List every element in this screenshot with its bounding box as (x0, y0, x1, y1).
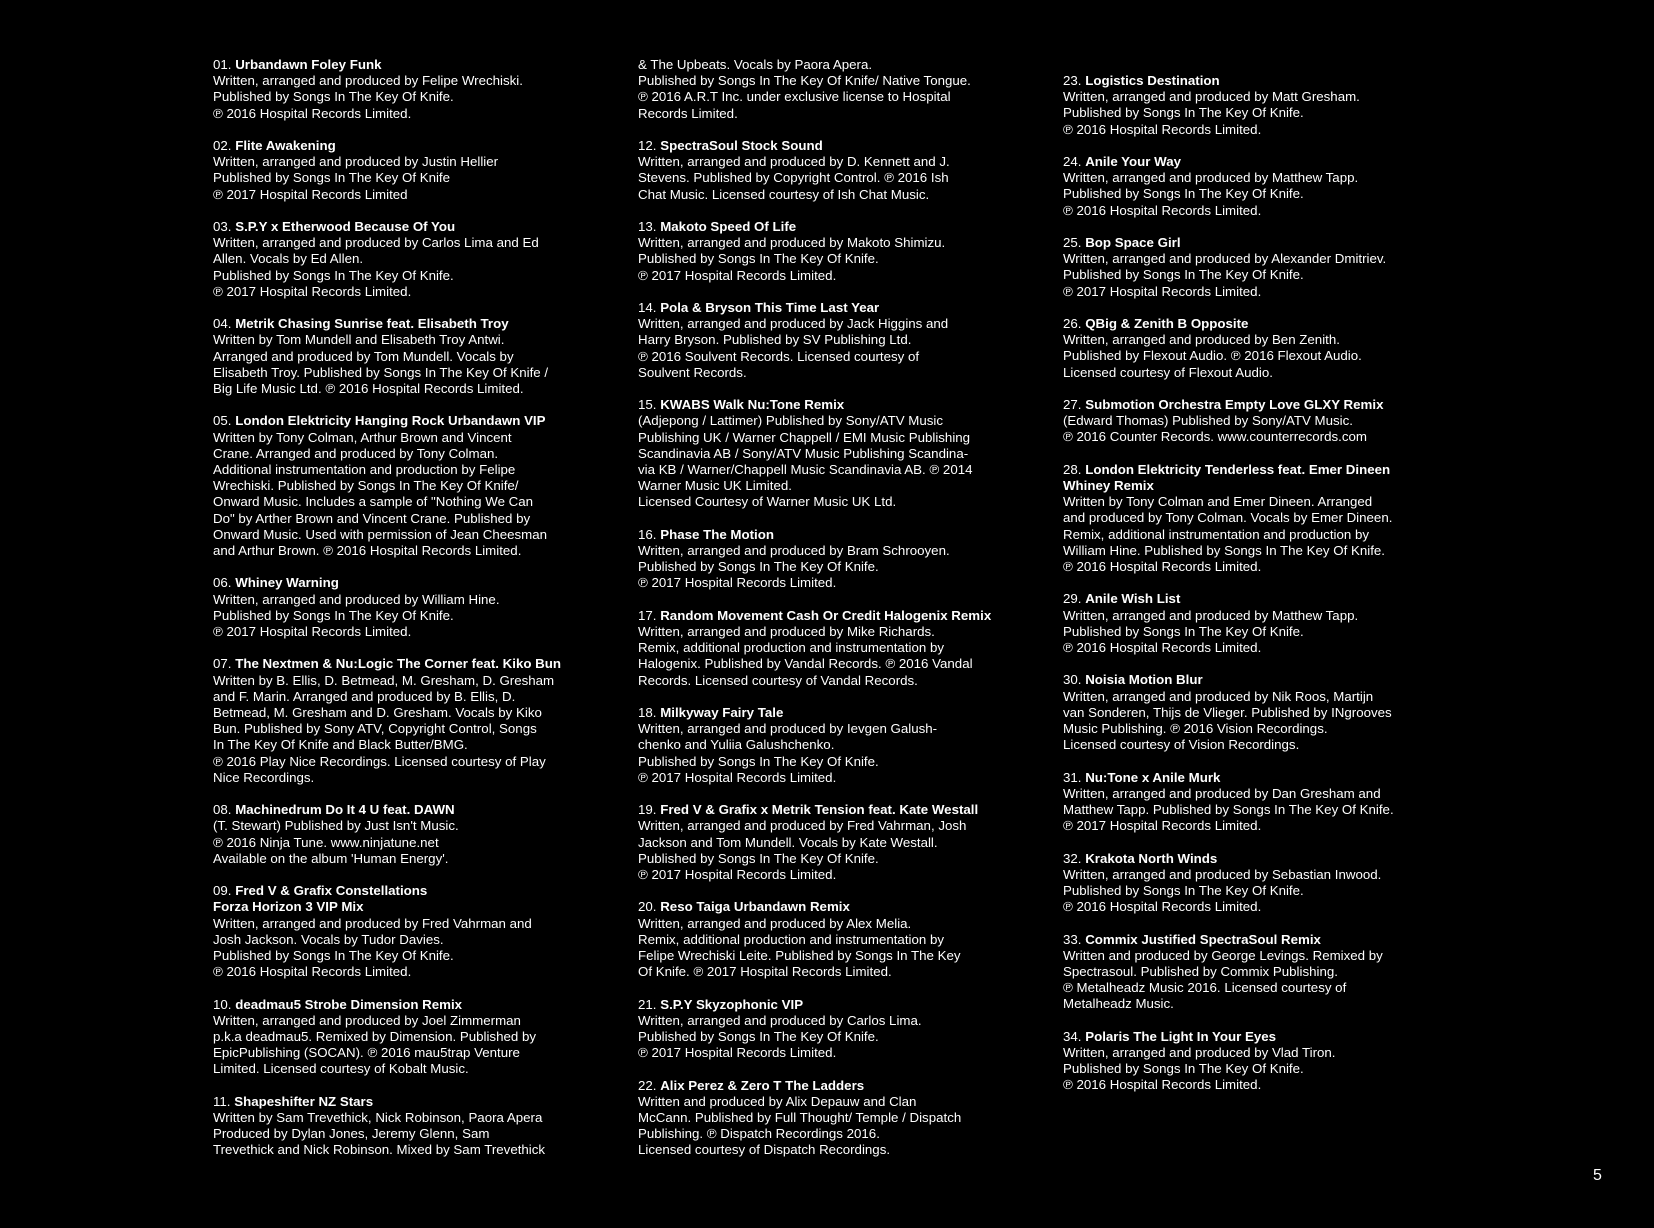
track-credits-text: Written, arranged and produced by Carlos Lima. Published by Songs In The Key Of Knife. ℗ 2017 Hospital Records Limited. (638, 1012, 922, 1061)
track-number: 16. (638, 526, 657, 542)
track-credit (638, 138, 1038, 203)
track-credit (213, 802, 613, 867)
track-number: 25. (1063, 235, 1082, 250)
track-credit (213, 316, 613, 397)
track-credit (638, 802, 1038, 883)
track-title (638, 300, 1038, 316)
track-credit (213, 57, 613, 122)
track-number: 34. (1063, 1028, 1082, 1044)
track-credits-text: Written, arranged and produced by Makoto Shimizu. Published by Songs In The Key Of Knife. ℗ 2017 Hospital Records Limited. (638, 235, 946, 283)
track-title (1063, 462, 1463, 494)
track-credit (638, 899, 1038, 980)
track-number: 11. (213, 1093, 231, 1109)
track-title (638, 138, 1038, 154)
track-credits-text: Written, arranged and produced by Ievgen Galush- chenko and Yuliia Galushchenko. Published by Songs In The Key Of Knife. ℗ 2017 Hospital Records Limited. (638, 721, 938, 785)
track-title (638, 899, 1038, 915)
track-credits-text: Written, arranged and produced by William Hine. Published by Songs In The Key Of Knife. ℗ 2017 Hospital Records Limited. (213, 591, 500, 640)
track-credit (638, 1078, 1038, 1159)
track-credit (1063, 316, 1463, 381)
track-credit (638, 57, 1038, 122)
track-artist-title: Logistics Destination (1085, 73, 1220, 88)
track-credits-text: Written, arranged and produced by Mike Richards. Remix, additional production and instrumentation by Halogenix. Published by Vandal Records. ℗ 2016 Vandal Records. Licensed courtesy of Vandal Records. (638, 624, 973, 688)
track-number: 05. (213, 413, 232, 429)
track-title (638, 608, 1038, 624)
track-title (213, 219, 613, 235)
track-credits-text: Written, arranged and produced by Justin Hellier Published by Songs In The Key Of Knife ℗ 2017 Hospital Records Limited (213, 154, 499, 202)
track-title (213, 57, 613, 73)
track-artist-title: Machinedrum Do It 4 U feat. DAWN (235, 802, 455, 818)
track-artist-title: Phase The Motion (660, 526, 774, 542)
track-artist-title: Shapeshifter NZ Stars (234, 1093, 374, 1109)
track-artist-title: Flite Awakening (235, 138, 336, 153)
track-artist-title: Polaris The Light In Your Eyes (1085, 1028, 1277, 1044)
track-credits-text: Written, arranged and produced by Jack Higgins and Harry Bryson. Published by SV Publishing Ltd. ℗ 2016 Soulvent Records. Licensed courtesy of Soulvent Records. (638, 316, 949, 380)
track-artist-title: Fred V & Grafix x Metrik Tension feat. Kate Westall (660, 802, 979, 818)
track-title (638, 802, 1038, 818)
track-number: 22. (638, 1077, 657, 1093)
track-credits-text: Written, arranged and produced by Carlos Lima and Ed Allen. Vocals by Ed Allen. Published by Songs In The Key Of Knife. ℗ 2017 Hospital Records Limited. (213, 235, 539, 299)
track-number: 29. (1063, 591, 1082, 607)
track-title (1063, 672, 1463, 688)
track-artist-title: Urbandawn Foley Funk (235, 57, 382, 72)
track-number: 33. (1063, 931, 1082, 947)
track-credits-text: Written, arranged and produced by D. Kennett and J. Stevens. Published by Copyright Control. ℗ 2016 Ish Chat Music. Licensed courtesy of Ish Chat Music. (638, 154, 950, 202)
track-number: 06. (213, 575, 232, 591)
track-artist-title: Alix Perez & Zero T The Ladders (660, 1077, 865, 1093)
track-artist-title: London Elektricity Hanging Rock Urbandawn VIP (235, 413, 546, 429)
track-title (213, 413, 613, 429)
track-number: 24. (1063, 154, 1082, 169)
page-number: 5 (1593, 1167, 1602, 1184)
track-number: 09. (213, 883, 232, 899)
track-number: 28. (1063, 461, 1082, 477)
track-title (213, 1094, 613, 1110)
track-number: 13. (638, 219, 657, 234)
track-number: 14. (638, 300, 657, 315)
track-title (1063, 154, 1463, 170)
track-credit (213, 219, 613, 300)
track-number: 10. (213, 996, 232, 1012)
track-artist-title: Metrik Chasing Sunrise feat. Elisabeth Troy (235, 316, 509, 332)
track-credits-text: Written by Sam Trevethick, Nick Robinson, Paora Apera Produced by Dylan Jones, Jeremy Glenn, Sam Trevethick and Nick Robinson. Mixed by Sam Trevethick (213, 1110, 546, 1158)
track-credit (638, 219, 1038, 284)
track-number: 04. (213, 316, 232, 332)
track-credits-text: Written and produced by Alix Depauw and Clan McCann. Published by Full Thought/ Temple / Dispatch Publishing. ℗ Dispatch Recordings 2016. Licensed courtesy of Dispatch Recordings. (638, 1093, 962, 1158)
track-credit (1063, 932, 1463, 1013)
track-artist-title: S.P.Y Skyzophonic VIP (660, 996, 804, 1012)
track-credits-text: Written, arranged and produced by Dan Gresham and Matthew Tapp. Published by Songs In The Key Of Knife. ℗ 2017 Hospital Records Limited. (1063, 785, 1394, 834)
track-title (638, 705, 1038, 721)
track-credits-text: Written, arranged and produced by Alexander Dmitriev. Published by Songs In The Key Of Knife. ℗ 2017 Hospital Records Limited. (1063, 251, 1387, 299)
track-number: 18. (638, 705, 657, 721)
track-title (1063, 932, 1463, 948)
track-credits-text: Written, arranged and produced by Matthew Tapp. Published by Songs In The Key Of Knife. ℗ 2016 Hospital Records Limited. (1063, 607, 1359, 656)
track-artist-title: Anile Wish List (1085, 591, 1181, 607)
track-credits-text: Written, arranged and produced by Sebastian Inwood. Published by Songs In The Key Of Knife. ℗ 2016 Hospital Records Limited. (1063, 866, 1382, 915)
track-credit (1063, 1029, 1463, 1094)
track-credits-text: Written by Tony Colman, Arthur Brown and Vincent Crane. Arranged and produced by Tony Colman. Additional instrumentation and production by Felipe Wrechiski. Published by Songs In The Key Of Knife/ Onward Music. Includes a sample of "Nothing We Can Do" by Arther Brown and Vincent Crane. Published by Onward Music. Used with permission of Jean Cheesman and Arthur Brown. ℗ 2016 Hospital Records Limited. (213, 429, 548, 559)
track-credits-text: Written, arranged and produced by Ben Zenith. Published by Flexout Audio. ℗ 2016 Flexout Audio. Licensed courtesy of Flexout Audio. (1063, 332, 1362, 380)
track-credit (1063, 462, 1463, 575)
credits-column-1 (213, 57, 613, 1175)
track-credit (213, 413, 613, 559)
track-credit (1063, 851, 1463, 916)
track-credit (213, 575, 613, 640)
track-artist-title: Nu:Tone x Anile Murk (1085, 769, 1221, 785)
track-credit (1063, 672, 1463, 753)
track-artist-title: Fred V & Grafix Constellations Forza Horizon 3 VIP Mix (213, 883, 428, 915)
track-credit (213, 1094, 613, 1159)
track-credit (1063, 591, 1463, 656)
track-title (638, 527, 1038, 543)
track-credits-text: Written by B. Ellis, D. Betmead, M. Gresham, D. Gresham and F. Marin. Arranged and produced by B. Ellis, D. Betmead, M. Gresham and D. Gresham. Vocals by Kiko Bun. Published by Sony ATV, Copyright Control, Songs In The Key Of Knife and Black Butter/BMG. ℗ 2016 Play Nice Recordings. Licensed courtesy of Play Nice Recordings. (213, 672, 555, 785)
track-credits-text: Written, arranged and produced by Nik Roos, Martijn van Sonderen, Thijs de Vlieger. Published by INgrooves Music Publishing. ℗ 2016 Vision Recordings. Licensed courtesy of Vision Recordings. (1063, 688, 1392, 753)
track-credits-text: Written and produced by George Levings. Remixed by Spectrasoul. Published by Commix Publishing. ℗ Metalheadz Music 2016. Licensed courtesy of Metalheadz Music. (1063, 947, 1383, 1012)
track-credits-text: Written by Tony Colman and Emer Dineen. Arranged and produced by Tony Colman. Vocals by Emer Dineen. Remix, additional instrumentation and production by William Hine. Published by Songs In The Key Of Knife. ℗ 2016 Hospital Records Limited. (1063, 494, 1393, 575)
track-title (1063, 73, 1463, 89)
track-artist-title: QBig & Zenith B Opposite (1085, 316, 1249, 331)
track-artist-title: Reso Taiga Urbandawn Remix (660, 899, 850, 915)
track-title (1063, 851, 1463, 867)
track-number: 32. (1063, 850, 1082, 866)
track-number: 08. (213, 802, 232, 818)
track-title (1063, 770, 1463, 786)
track-artist-title: Anile Your Way (1085, 154, 1182, 169)
track-credit (638, 608, 1038, 689)
track-credits-text: (T. Stewart) Published by Just Isn't Music. ℗ 2016 Ninja Tune. www.ninjatune.net Available on the album 'Human Energy'. (213, 818, 459, 866)
track-artist-title: London Elektricity Tenderless feat. Emer Dineen Whiney Remix (1063, 461, 1391, 493)
track-credit (213, 656, 613, 786)
track-title (213, 138, 613, 154)
track-number: 15. (638, 397, 657, 413)
track-credits-text: Written, arranged and produced by Bram Schrooyen. Published by Songs In The Key Of Knife. ℗ 2017 Hospital Records Limited. (638, 543, 950, 591)
track-credit (638, 527, 1038, 592)
track-number: 01. (213, 57, 232, 72)
track-number: 20. (638, 899, 657, 915)
track-title (638, 397, 1038, 413)
track-title (1063, 591, 1463, 607)
track-title (1063, 235, 1463, 251)
track-artist-title: The Nextmen & Nu:Logic The Corner feat. Kiko Bun (235, 656, 562, 672)
track-credit (1063, 154, 1463, 219)
track-artist-title: Noisia Motion Blur (1085, 672, 1203, 688)
track-title (1063, 1029, 1463, 1045)
track-title (638, 997, 1038, 1013)
track-artist-title: Bop Space Girl (1085, 235, 1181, 250)
track-artist-title: SpectraSoul Stock Sound (660, 138, 823, 153)
track-title (213, 997, 613, 1013)
track-artist-title: Random Movement Cash Or Credit Halogenix Remix (660, 607, 992, 623)
track-artist-title: Submotion Orchestra Empty Love GLXY Remix (1085, 397, 1384, 412)
track-number: 30. (1063, 672, 1082, 688)
track-number: 02. (213, 138, 232, 153)
track-credits-text: Written, arranged and produced by Fred Vahrman, Josh Jackson and Tom Mundell. Vocals by Kate Westall. Published by Songs In The Key Of Knife. ℗ 2017 Hospital Records Limited. (638, 818, 967, 883)
track-artist-title: Milkyway Fairy Tale (660, 705, 784, 721)
track-credits-text: Written by Tom Mundell and Elisabeth Troy Antwi. Arranged and produced by Tom Mundell. Vocals by Elisabeth Troy. Published by Songs In The Key Of Knife / Big Life Music Ltd. ℗ 2016 Hospital Records Limited. (213, 332, 549, 397)
track-artist-title: Commix Justified SpectraSoul Remix (1085, 931, 1321, 947)
track-artist-title: Makoto Speed Of Life (660, 219, 797, 234)
track-number: 17. (638, 607, 657, 623)
track-credit (1063, 73, 1463, 138)
track-credits-text: Written, arranged and produced by Joel Zimmerman p.k.a deadmau5. Remixed by Dimension. Published by EpicPublishing (SOCAN). ℗ 2016 mau5trap Venture Limited. Licensed courtesy of Kobalt Music. (213, 1012, 536, 1077)
track-number: 23. (1063, 73, 1082, 88)
track-title (213, 316, 613, 332)
track-number: 03. (213, 219, 232, 234)
track-credit (213, 138, 613, 203)
track-credit (213, 883, 613, 980)
track-number: 27. (1063, 397, 1082, 412)
track-title (1063, 397, 1463, 413)
track-credits-text: & The Upbeats. Vocals by Paora Apera. Published by Songs In The Key Of Knife/ Native Tongue. ℗ 2016 A.R.T Inc. under exclusive license to Hospital Records Limited. (638, 57, 971, 121)
track-title (638, 1078, 1038, 1094)
track-credits-text: Written, arranged and produced by Alex Melia. Remix, additional production and instrumentation by Felipe Wrechiski Leite. Published by Songs In The Key Of Knife. ℗ 2017 Hospital Records Limited. (638, 915, 961, 980)
credits-column-3 (1063, 73, 1463, 1110)
track-credits-text: Written, arranged and produced by Matthew Tapp. Published by Songs In The Key Of Knife. ℗ 2016 Hospital Records Limited. (1063, 170, 1359, 218)
track-credit (638, 397, 1038, 510)
track-title (213, 575, 613, 591)
track-credit (638, 705, 1038, 786)
track-credits-text: (Edward Thomas) Published by Sony/ATV Music. ℗ 2016 Counter Records. www.counterrecords.com (1063, 413, 1367, 445)
track-artist-title: KWABS Walk Nu:Tone Remix (660, 397, 845, 413)
track-number: 26. (1063, 316, 1082, 331)
track-artist-title: Krakota North Winds (1085, 850, 1218, 866)
track-credit (213, 997, 613, 1078)
track-credit (638, 300, 1038, 381)
track-credit (1063, 770, 1463, 835)
track-credits-text: Written, arranged and produced by Fred Vahrman and Josh Jackson. Vocals by Tudor Davies. Published by Songs In The Key Of Knife. ℗ 2016 Hospital Records Limited. (213, 915, 532, 980)
track-number: 07. (213, 656, 232, 672)
track-artist-title: S.P.Y x Etherwood Because Of You (235, 219, 456, 234)
track-artist-title: Whiney Warning (235, 575, 339, 591)
track-credits-text: Written, arranged and produced by Vlad Tiron. Published by Songs In The Key Of Knife. ℗ 2016 Hospital Records Limited. (1063, 1045, 1336, 1093)
track-title (213, 883, 613, 915)
track-title (213, 802, 613, 818)
track-title (213, 656, 613, 672)
track-number: 21. (638, 996, 657, 1012)
track-credits-text: Written, arranged and produced by Felipe Wrechiski. Published by Songs In The Key Of Knife. ℗ 2016 Hospital Records Limited. (213, 73, 523, 121)
track-credit (1063, 235, 1463, 300)
track-credit (638, 997, 1038, 1062)
track-credits-text: (Adjepong / Lattimer) Published by Sony/ATV Music Publishing UK / Warner Chappell / EMI Music Publishing Scandinavia AB / Sony/ATV Music Publishing Scandina- via KB / Warner/Chappell Music Scandinavia AB. ℗ 2014 Warner Music UK Limited. Licensed Courtesy of Warner Music UK Ltd. (638, 413, 973, 510)
track-artist-title: deadmau5 Strobe Dimension Remix (235, 996, 463, 1012)
track-number: 19. (638, 802, 657, 818)
track-title (1063, 316, 1463, 332)
track-credit (1063, 397, 1463, 446)
track-number: 12. (638, 138, 657, 153)
track-credits-text: Written, arranged and produced by Matt Gresham. Published by Songs In The Key Of Knife. ℗ 2016 Hospital Records Limited. (1063, 89, 1360, 137)
credits-column-2 (638, 57, 1038, 1175)
track-artist-title: Pola & Bryson This Time Last Year (660, 300, 880, 315)
track-number: 31. (1063, 769, 1082, 785)
track-title (638, 219, 1038, 235)
